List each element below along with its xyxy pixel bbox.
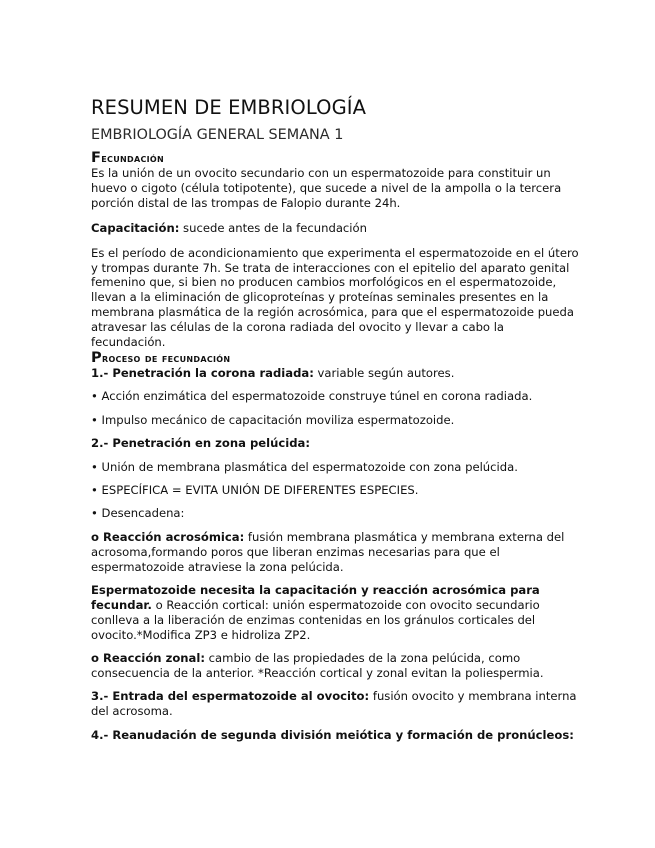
step3-paragraph [91,689,581,719]
acrosomica-label: o Reacción acrosómica: [91,529,245,544]
necesita-text: o Reacción cortical: unión espermatozoide con ovocito secundario conlleva a la liberación de enzimas contenidas en los gránulos corticales del ovocito.*Modifica ZP3 e hidroliza ZP2. [91,597,540,642]
step1-line [91,366,581,381]
capacitacion-text: sucede antes de la fecundación [179,220,367,235]
fecundacion-body: Es la unión de un ovocito secundario con un espermatozoide para constituir un huevo o cigoto (célula totipotente), que sucede a nivel de la ampolla o la tercera porción distal de las trompas de Falopio durante 24h. [91,166,562,210]
bullet-item: • ESPECÍFICA = EVITA UNIÓN DE DIFERENTES ESPECIES. [91,483,419,497]
step3-text: fusión ovocito y membrana interna del acrosoma. [91,689,577,719]
bullet-item: • Desencadena: [91,506,185,521]
zonal-paragraph [91,651,581,681]
step2-line [91,436,581,451]
heading-proceso [91,350,581,366]
step2-label: 2.- Penetración en zona pelúcida: [91,436,310,451]
heading-proceso-initial: P [91,348,102,366]
document-subtitle: EMBRIOLOGÍA GENERAL SEMANA 1 [91,127,344,143]
bullet-item: • Acción enzimática del espermatozoide construye túnel en corona radiada. [91,389,533,404]
document-title: RESUMEN DE EMBRIOLOGÍA [91,96,367,119]
acrosomica-text: fusión membrana plasmática y membrana externa del acrosoma,formando poros que liberan enzimas necesarias para que el espermatozoide atraviese la zona pelúcida. [91,529,565,574]
capacitacion-label: Capacitación: [91,220,180,235]
step1-text: variable según autores. [313,365,455,380]
bullet-item: • Unión de membrana plasmática del espermatozoide con zona pelúcida. [91,459,518,474]
zonal-text: cambio de las propiedades de la zona pelúcida, como consecuencia de la anterior. *Reacción cortical y zonal evitan la poliespermia. [91,651,544,681]
heading-proceso-rest: roceso de fecundación [102,350,231,365]
step3-label: 3.- Entrada del espermatozoide al ovocito: [91,689,370,704]
necesita-paragraph [91,583,581,643]
step4-label: 4.- Reanudación de segunda división meiótica y formación de pronúcleos: [91,727,574,742]
heading-fecundacion-rest: ecundación [101,151,164,165]
capacitacion-body: Es el período de acondicionamiento que experimenta el espermatozoide en el útero y trompas durante 7h. Se trata de interacciones con el epitelio del aparato genital femenino que, si bien no producen cambios morfológicos en el espermatozoide, llevan a la eliminación de glicoproteínas y proteínas seminales presentes en la membrana plasmática de la región acrosómica, para que el espermatozoide pueda atravesar las células de la corona radiada del ovocito y llevar a cabo la fecundación. [91,245,579,350]
capacitacion-line [91,221,581,236]
document-content [91,96,581,743]
bullet-item: • Impulso mecánico de capacitación moviliza espermatozoide. [91,412,455,427]
necesita-label: Espermatozoide necesita la capacitación y reacción acrosómica para fecundar. [91,583,540,612]
heading-fecundacion [91,150,581,166]
step4-paragraph [91,728,581,743]
step1-label: 1.- Penetración la corona radiada: [91,365,314,380]
heading-fecundacion-initial: F [91,149,102,166]
zonal-label: o Reacción zonal: [91,651,205,666]
acrosomica-paragraph [91,530,581,575]
